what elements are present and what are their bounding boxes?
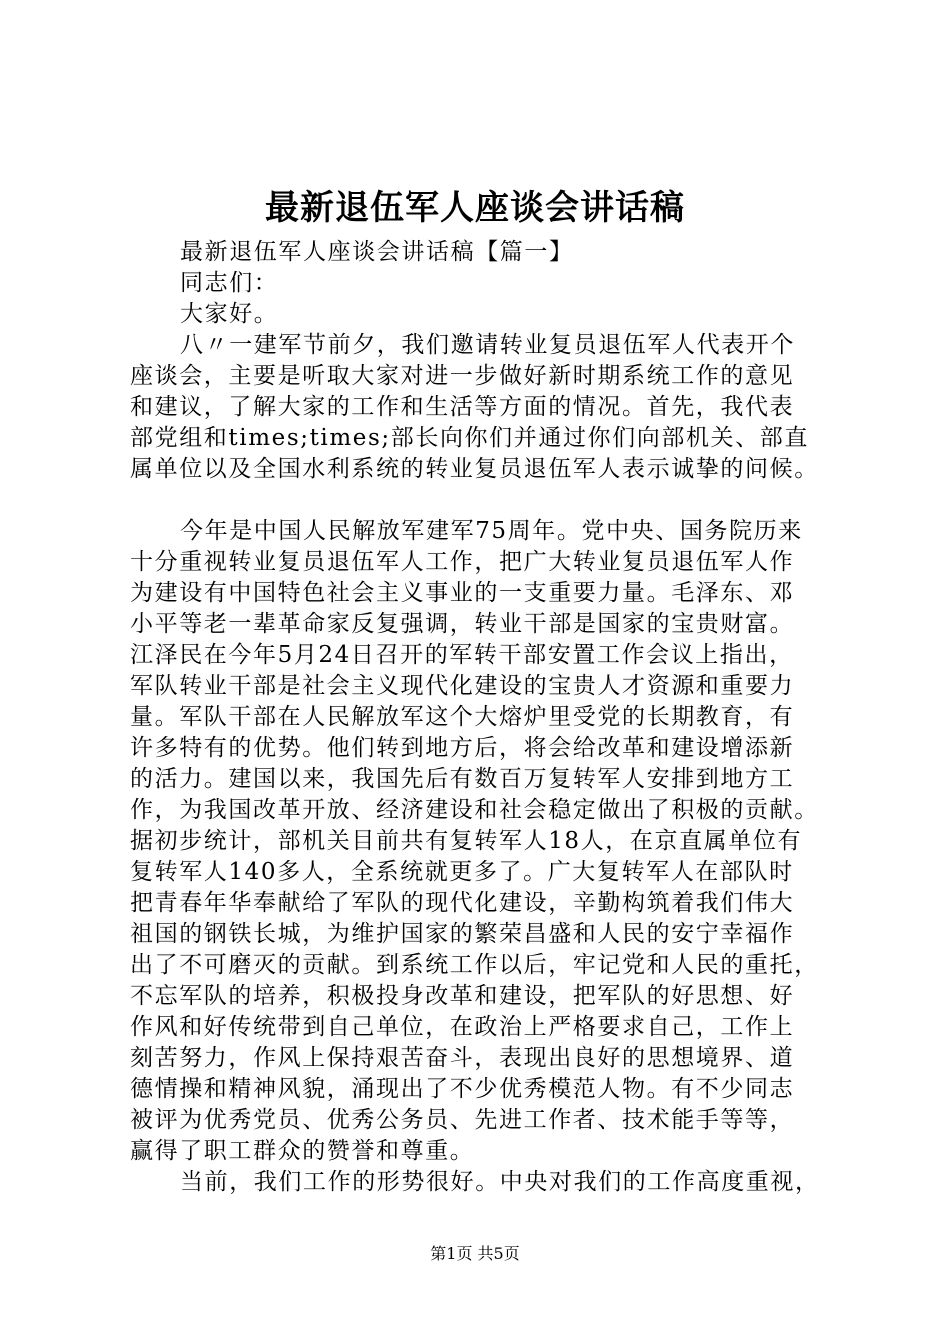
paragraph-2-line: 为建设有中国特色社会主义事业的一支重要力量。毛泽东、邓	[130, 580, 795, 606]
paragraph-2-line: 刻苦努力，作风上保持艰苦奋斗，表现出良好的思想境界、道	[130, 1045, 795, 1071]
paragraph-1-line: 部党组和times;times;部长向你们并通过你们向部机关、部直	[130, 425, 809, 451]
paragraph-2-line: 不忘军队的培养，积极投身改革和建设，把军队的好思想、好	[130, 983, 795, 1009]
paragraph-2-line: 据初步统计，部机关目前共有复转军人18人，在京直属单位有	[130, 828, 803, 854]
paragraph-2-line: 军队转业干部是社会主义现代化建设的宝贵人才资源和重要力	[130, 673, 795, 699]
paragraph-3-line: 当前，我们工作的形势很好。中央对我们的工作高度重视，	[180, 1169, 820, 1195]
paragraph-2-line: 作风和好传统带到自己单位，在政治上严格要求自己，工作上	[130, 1014, 795, 1040]
paragraph-2-line: 今年是中国人民解放军建军75周年。党中央、国务院历来	[180, 518, 803, 544]
paragraph-2-line: 小平等老一辈革命家反复强调，转业干部是国家的宝贵财富。	[130, 611, 795, 637]
document-title: 最新退伍军人座谈会讲话稿	[265, 188, 685, 228]
page-number-footer: 第1页 共5页	[430, 1244, 520, 1263]
document-body	[130, 237, 836, 1198]
paragraph-2-line: 江泽民在今年5月24日召开的军转干部安置工作会议上指出，	[130, 642, 794, 668]
paragraph-1-line: 座谈会，主要是听取大家对进一步做好新时期系统工作的意见	[130, 363, 795, 389]
paragraph-2-line: 德情操和精神风貌，涌现出了不少优秀模范人物。有不少同志	[130, 1076, 795, 1102]
paragraph-1-line: 和建议，了解大家的工作和生活等方面的情况。首先，我代表	[130, 394, 795, 420]
paragraph-2-line: 赢得了职工群众的赞誉和尊重。	[130, 1138, 475, 1164]
paragraph-2-line: 量。军队干部在人民解放军这个大熔炉里受党的长期教育，有	[130, 704, 795, 730]
paragraph-1-line: 八〃一建军节前夕，我们邀请转业复员退伍军人代表开个	[180, 332, 795, 358]
paragraph-2-line: 把青春年华奉献给了军队的现代化建设，辛勤构筑着我们伟大	[130, 890, 795, 916]
paragraph-2-line: 出了不可磨灭的贡献。到系统工作以后，牢记党和人民的重托，	[130, 952, 819, 978]
paragraph-2-line: 复转军人140多人，全系统就更多了。广大复转军人在部队时	[130, 859, 794, 885]
salutation: 同志们：	[180, 270, 279, 296]
paragraph-spacer	[130, 485, 836, 516]
paragraph-1-line: 属单位以及全国水利系统的转业复员退伍军人表示诚挚的问候。	[130, 456, 819, 482]
paragraph-2-line: 十分重视转业复员退伍军人工作，把广大转业复员退伍军人作	[130, 549, 795, 575]
paragraph-2-line: 被评为优秀党员、优秀公务员、先进工作者、技术能手等等，	[130, 1107, 795, 1133]
section-heading: 最新退伍军人座谈会讲话稿【篇一】	[180, 239, 574, 265]
paragraph-2-line: 许多特有的优势。他们转到地方后，将会给改革和建设增添新	[130, 735, 795, 761]
paragraph-2-line: 的活力。建国以来，我国先后有数百万复转军人安排到地方工	[130, 766, 795, 792]
paragraph-2-line: 祖国的钢铁长城，为维护国家的繁荣昌盛和人民的安宁幸福作	[130, 921, 795, 947]
paragraph-2-line: 作，为我国改革开放、经济建设和社会稳定做出了积极的贡献。	[130, 797, 819, 823]
greeting: 大家好。	[180, 301, 279, 327]
